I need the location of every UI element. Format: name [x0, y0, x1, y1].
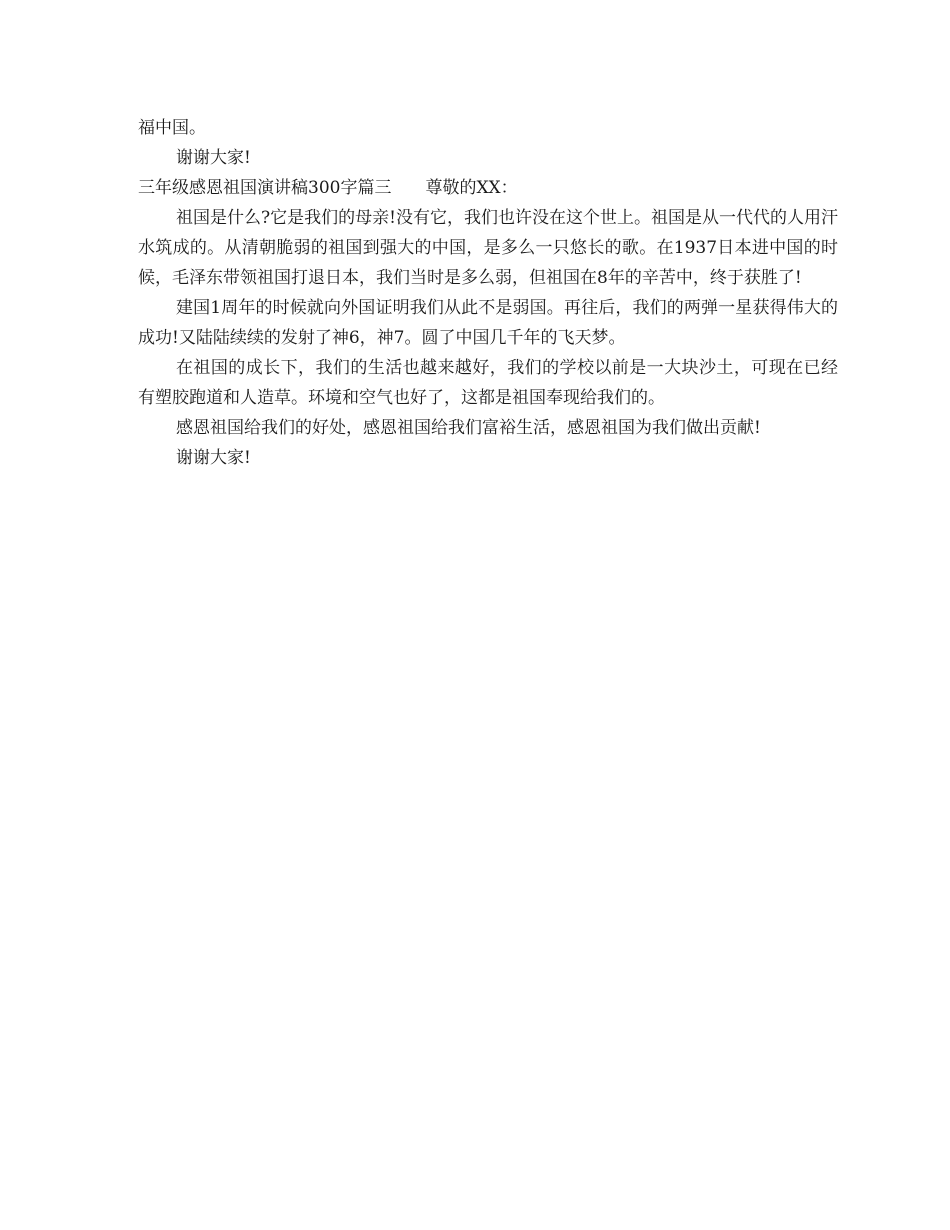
- paragraph-gratitude: 感恩祖国给我们的好处，感恩祖国给我们富裕生活，感恩祖国为我们做出贡献!: [176, 418, 761, 438]
- document-body: [138, 113, 838, 473]
- continuation-line: 福中国。: [138, 118, 206, 138]
- paragraph-motherland: 祖国是什么?它是我们的母亲!没有它，我们也许没在这个世上。祖国是从一代代的人用汗水筑成的。从清朝脆弱的祖国到强大的中国，是多么一只悠长的歌。在1937日本进中国的时候，毛泽东带领祖国打退日本，我们当时是多么弱，但祖国在8年的辛苦中，终于获胜了!: [138, 208, 838, 288]
- paragraph-founding: 建国1周年的时候就向外国证明我们从此不是弱国。再往后，我们的两弹一星获得伟大的成功!又陆陆续续的发射了神6，神7。圆了中国几千年的飞天梦。: [138, 298, 838, 348]
- paragraph-growth: 在祖国的成长下，我们的生活也越来越好，我们的学校以前是一大块沙土，可现在已经有塑胶跑道和人造草。环境和空气也好了，这都是祖国奉现给我们的。: [138, 358, 838, 408]
- section-heading: 三年级感恩祖国演讲稿300字篇三 尊敬的XX：: [138, 178, 518, 198]
- thanks-line: 谢谢大家!: [176, 148, 251, 168]
- closing-thanks-line: 谢谢大家!: [176, 448, 251, 468]
